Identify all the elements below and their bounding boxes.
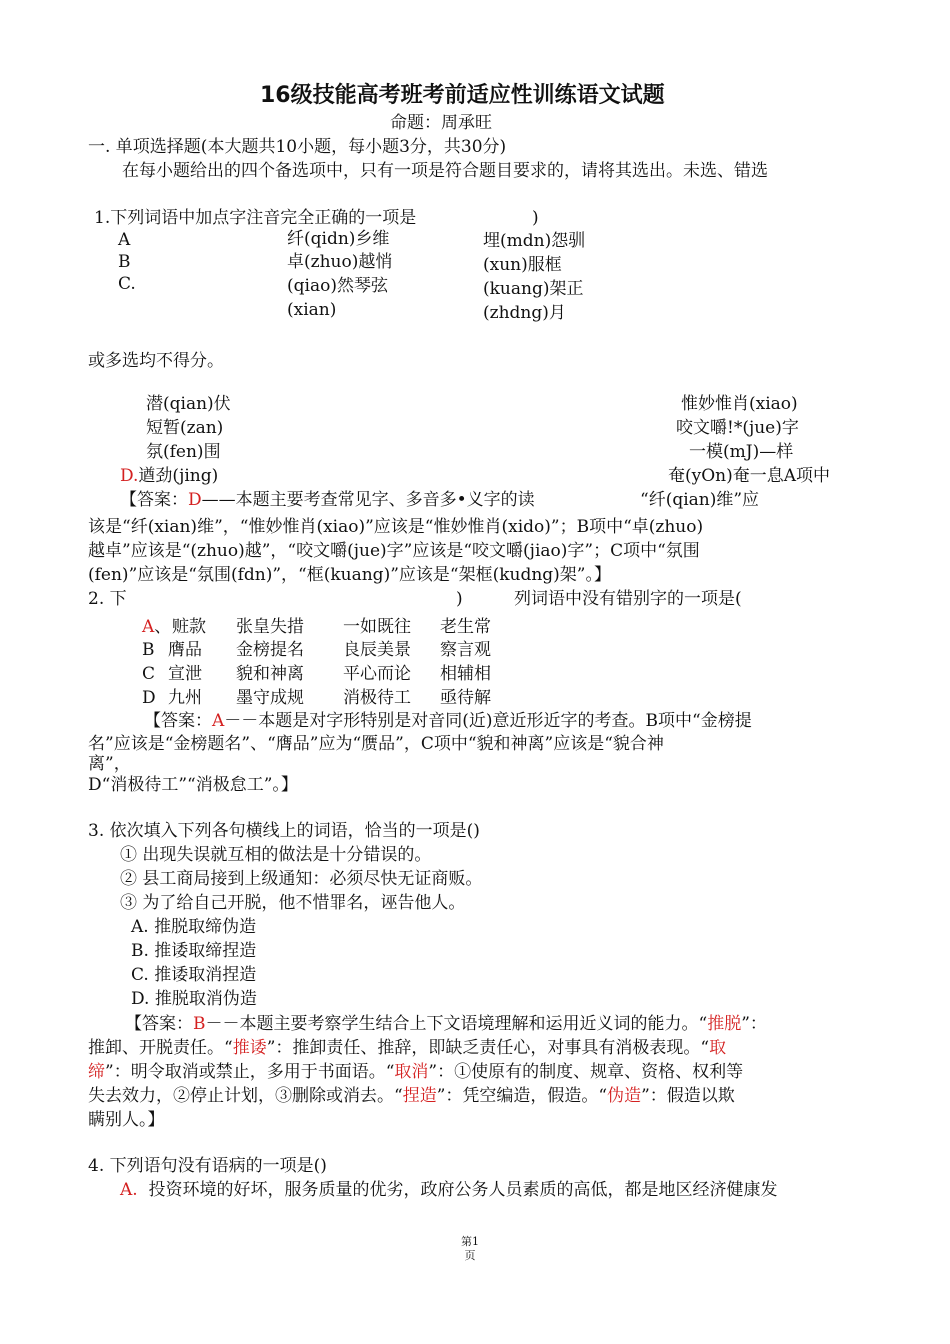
q3-answer-line-5: 瞒别人。】 [88, 1110, 165, 1130]
q2-option-a-label: A [142, 617, 155, 637]
q3-answer-pre: 【答案： [125, 1014, 193, 1034]
q3-keyword-tuiwei: 推诿 [232, 1038, 267, 1058]
q3-answer-l2a: 推卸、开脱责任。“ [88, 1038, 233, 1058]
q3-keyword-tuituo: 推脱 [707, 1014, 742, 1034]
q1-col2-4: (xian) [287, 300, 337, 320]
q2-answer-head [144, 710, 752, 732]
q3-answer-l1: －－本题主要考察学生结合上下文语境理解和运用近义词的能力。“ [205, 1014, 708, 1034]
q2-option-d-word2: 墨守成规 [236, 688, 304, 708]
q2-option-d-label: D [142, 688, 156, 708]
page-number-line2: 页 [464, 1249, 476, 1262]
q2-answer-rest: －－本题是对字形特别是对音同(近)意近形近字的考查。B项中“金榜提 [224, 711, 752, 731]
q1-right-item-1: 惟妙惟肖(xiao) [681, 394, 798, 414]
q1-col3-2: (xun)服框 [483, 255, 562, 275]
q2-option-c-word4: 相辅相 [440, 664, 491, 684]
q1-left-item-3: 氛(fen)围 [146, 442, 221, 462]
q2-stem: 列词语中没有错别字的一项是( [514, 589, 742, 609]
q2-answer-pre: 【答案： [144, 711, 212, 731]
q3-keyword-qu: 取 [709, 1038, 727, 1058]
q3-option-d: D. 推脱取消伪造 [131, 989, 257, 1009]
q1-d-item: 遒劲(jing) [138, 466, 219, 486]
q2-option-b-word2: 金榜提名 [236, 640, 304, 660]
q1-col2-3: (qiao)然琴弦 [287, 276, 388, 296]
q1-label-c: C. [118, 274, 136, 294]
q3-answer-line-3 [88, 1061, 743, 1083]
q2-option-a-sep: 、 [154, 617, 172, 637]
q2-answer-line-2: 离”， [88, 754, 131, 774]
q2-option-c-word3: 平心而论 [343, 664, 411, 684]
q3-option-c: C. 推诿取消捏造 [131, 965, 257, 985]
q4-stem: 4. 下列语句没有语病的一项是() [88, 1156, 327, 1176]
q3-keyword-weizao: 伪造 [607, 1086, 642, 1106]
q3-sentence-3: ③ 为了给自己开脱，他不惜罪名，诬告他人。 [120, 893, 466, 913]
q1-answer-letter: D [188, 490, 202, 510]
section-heading: 一. 单项选择题(本大题共10小题，每小题3分，共30分) [88, 137, 507, 157]
q2-answer-line-1: 名”应该是“金榜题名”、“膺品”应为“赝品”，C项中“貌和神离”应该是“貌合神 [88, 734, 664, 754]
author-line: 命题：周承旺 [390, 113, 492, 133]
q3-stem: 3. 依次填入下列各句横线上的词语，恰当的一项是() [88, 821, 480, 841]
q1-d-option [120, 465, 218, 487]
q2-option-a-word1: 赃款 [172, 617, 206, 637]
page-title: 16级技能高考班考前适应性训练语文试题 [260, 83, 665, 108]
q2-option-b-word4: 察言观 [440, 640, 491, 660]
q2-option-c-label: C [142, 664, 156, 684]
q2-option-a-word4: 老生常 [440, 617, 491, 637]
q3-keyword-quxiao: 取消 [394, 1062, 429, 1082]
q1-answer-line-1: 该是“纤(xian)维”，“惟妙惟肖(xiao)”应该是“惟妙惟肖(xido)”；B项中“卓(zhuo) [88, 517, 704, 537]
q1-right-item-4: 奄(yOn)奄一息A项中 [668, 466, 831, 486]
q2-answer-letter: A [212, 711, 225, 731]
q2-number: 2. 下 [88, 589, 127, 609]
q2-option-a-word2: 张皇失措 [236, 617, 304, 637]
q1-right-item-2: 咬文嚼!*(jue)字 [676, 418, 799, 438]
q2-option-b-label: B [142, 640, 155, 660]
q3-option-b: B. 推诿取缔捏造 [131, 941, 257, 961]
q3-answer-l3: ”：明令取消或禁止，多用于书面语。“ [105, 1062, 395, 1082]
section-instruction-tail: 或多选均不得分。 [88, 351, 224, 371]
q2-option-c-word2: 貌和神离 [236, 664, 304, 684]
q1-col2-1: 纤(qidn)乡维 [287, 229, 390, 249]
q1-col3-1: 埋(mdn)怨驯 [483, 231, 586, 251]
q1-col3-3: (kuang)架正 [483, 279, 584, 299]
q1-answer-head [120, 489, 535, 511]
q3-option-a: A. 推脱取缔伪造 [131, 917, 257, 937]
q4-option-a [120, 1179, 778, 1201]
q1-left-item-1: 潜(qian)伏 [146, 394, 231, 414]
q3-answer-line-4 [88, 1085, 735, 1107]
page-number-line1: 第1 [461, 1235, 479, 1248]
q2-answer-line-3: D“消极待工”“消极怠工”。】 [88, 775, 298, 795]
q2-option-c-word1: 宣泄 [168, 664, 202, 684]
q1-label-b: B [118, 252, 131, 272]
q4-option-a-text: 投资环境的好坏，服务质量的优劣，政府公务人员素质的高低，都是地区经济健康发 [148, 1180, 778, 1200]
q1-answer-line-2: 越卓”应该是“(zhuo)越”，“咬文嚼(jue)字”应该是“咬文嚼(jiao)字”；C项中“氛围 [88, 541, 700, 561]
q1-col3-4: (zhdng)月 [483, 303, 566, 323]
q1-stem: 1.下列词语中加点字注音完全正确的一项是 [94, 208, 417, 228]
q3-answer-l2b: ”：推卸责任、推辞，即缺乏责任心，对事具有消极表现。“ [266, 1038, 710, 1058]
q3-keyword-niezao: 捏造 [402, 1086, 437, 1106]
q2-option-d-word4: 亟待解 [440, 688, 491, 708]
q3-sentence-1: ① 出现失误就互相的做法是十分错误的。 [120, 845, 432, 865]
section-instruction: 在每小题给出的四个备选项中，只有一项是符合题目要求的，请将其选出。未选、错选 [122, 161, 768, 181]
q1-answer-rest: ——本题主要考查常见字、多音多•义字的读 [201, 490, 535, 510]
q4-option-a-label: A. [120, 1180, 138, 1200]
q2-option-a-word3: 一如既往 [343, 617, 411, 637]
q3-answer-l4b: ”：凭空编造，假造。“ [436, 1086, 608, 1106]
q1-d-label: D. [120, 466, 139, 486]
q1-answer-line-3: (fen)”应该是“氛围(fdn)”，“框(kuang)”应该是“架框(kudng)架”。】 [88, 565, 611, 585]
q2-option-b-word3: 良辰美景 [343, 640, 411, 660]
q3-keyword-di: 缔 [88, 1062, 105, 1082]
q2-option-b-word1: 膺品 [168, 640, 202, 660]
q1-left-item-2: 短暂(zan) [146, 418, 224, 438]
q3-sentence-2: ② 县工商局接到上级通知：必须尽快无证商贩。 [120, 869, 483, 889]
page-number [445, 1235, 495, 1263]
q2-option-a [142, 616, 171, 638]
q1-col2-2: 卓(zhuo)越悄 [287, 252, 393, 272]
q2-paren: ) [456, 589, 463, 609]
q3-answer-l4c: ”：假造以欺 [641, 1086, 735, 1106]
q3-answer-l1-end: ”： [741, 1014, 767, 1034]
q1-answer-pre: 【答案： [120, 490, 188, 510]
q1-answer-right: “纤(qian)维”应 [640, 490, 760, 510]
q1-right-item-3: 一模(mJ)—样 [689, 442, 794, 462]
q3-answer-l3b: ”：①使原有的制度、规章、资格、权利等 [428, 1062, 744, 1082]
q3-answer-l4a: 失去效力，②停止计划，③删除或消去。“ [88, 1086, 403, 1106]
q1-paren: ) [532, 208, 539, 228]
q3-answer-line-1 [125, 1013, 767, 1035]
q2-option-d-word1: 九州 [168, 688, 202, 708]
q1-label-a: A [118, 230, 131, 250]
q3-answer-line-2 [88, 1037, 726, 1059]
q2-option-d-word3: 消极待工 [343, 688, 411, 708]
q3-answer-letter: B [193, 1014, 206, 1034]
